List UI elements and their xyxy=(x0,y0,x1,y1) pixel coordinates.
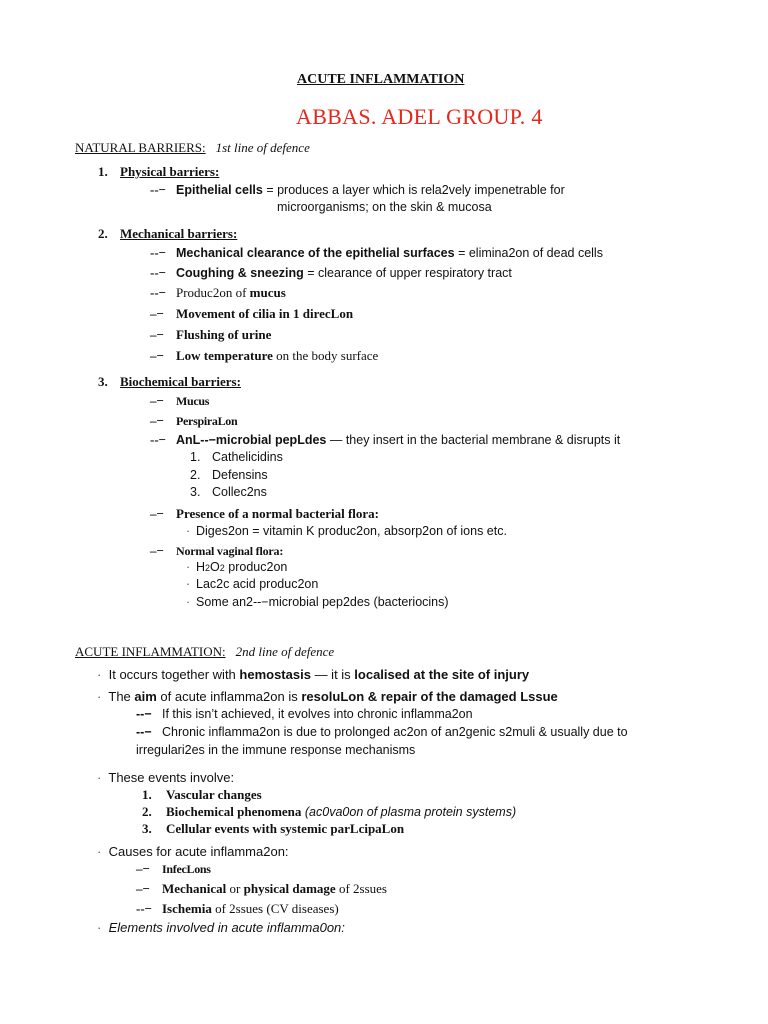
flora-label: Presence of a normal bacterial flora: xyxy=(176,506,379,521)
p1-mid: — it is xyxy=(310,667,355,682)
biochemical-item-antimicrobial xyxy=(150,432,620,448)
p5-text: Elements involved in acute inflamma0on: xyxy=(105,920,345,935)
peptide-item xyxy=(190,450,283,464)
vaginal-sub-text: Some an2--−microbial pep2des (bacteriocins) xyxy=(196,595,449,609)
physical-item-rest: = produces a layer which is rela2vely impenetrable for xyxy=(262,183,565,197)
p2-bold2: resoluLon & repair of the damaged Lssue xyxy=(301,689,558,704)
mechanical-item-rest: = elimina2on of dead cells xyxy=(454,246,603,260)
peptide-num: 2. xyxy=(190,468,201,482)
mechanical-item-bold: Movement of cilia in 1 direcLon xyxy=(176,306,354,321)
biochemical-item-vaginal xyxy=(150,543,283,559)
dash-marker: --− xyxy=(150,265,167,280)
physical-num: 1. xyxy=(98,164,108,179)
p2-mid: of acute inflamma2on is xyxy=(156,689,302,704)
peptide-num: 3. xyxy=(190,485,201,499)
bullet-dot: · xyxy=(186,560,191,574)
biochemical-barriers-heading xyxy=(98,374,241,390)
dash-marker: –− xyxy=(136,861,150,876)
flora-sub-item xyxy=(186,524,507,538)
dash-marker: –− xyxy=(136,881,150,896)
mechanical-item xyxy=(150,265,512,281)
cause-bold: Mechanical xyxy=(162,881,227,896)
mechanical-item-bold: mucus xyxy=(249,285,286,300)
dash-marker: –− xyxy=(150,327,164,342)
mechanical-item xyxy=(150,327,271,343)
mechanical-item xyxy=(150,348,378,364)
document-title: ACUTE INFLAMMATION xyxy=(297,72,465,87)
dash-marker: --− xyxy=(136,725,152,739)
vaginal-sub-item xyxy=(186,595,449,609)
dash-marker: –− xyxy=(150,393,164,408)
mechanical-item xyxy=(150,306,353,322)
cause-mid: or xyxy=(226,881,244,896)
p1-bold1: hemostasis xyxy=(239,667,311,682)
acute-tag: 2nd line of defence xyxy=(235,644,335,659)
acute-paragraph-hemostasis xyxy=(97,667,529,682)
formula-h: H xyxy=(196,560,206,574)
biochemical-label: Biochemical barriers: xyxy=(120,374,241,389)
document-subtitle: ABBAS. ADEL GROUP. 4 xyxy=(296,104,543,129)
mechanical-item-bold: Coughing & sneezing xyxy=(176,266,304,280)
physical-item-bold: Epithelial cells xyxy=(176,183,263,197)
event-bold: Biochemical phenomena xyxy=(166,804,302,819)
mechanical-item-bold: Mechanical clearance of the epithelial surfaces xyxy=(176,246,455,260)
section-heading-natural xyxy=(75,140,310,156)
p3-text: These events involve: xyxy=(105,770,235,785)
dash-marker: –− xyxy=(150,348,164,363)
formula-sub: 2 xyxy=(219,563,225,573)
event-num: 1. xyxy=(142,787,152,802)
event-rest: (ac0va0on of plasma protein systems) xyxy=(301,805,517,819)
cause-bold: Ischemia xyxy=(162,901,212,916)
dash-marker: --− xyxy=(150,432,167,447)
antimicrobial-rest: — they insert in the bacterial membrane & disrupts it xyxy=(326,433,621,447)
p1-pre: It occurs together with xyxy=(105,667,240,682)
bullet-dot: · xyxy=(97,770,102,785)
p4-text: Causes for acute inflamma2on: xyxy=(105,844,289,859)
vaginal-sub-item xyxy=(186,560,287,574)
bullet-dot: · xyxy=(97,667,102,682)
physical-label: Physical barriers: xyxy=(120,164,220,179)
bullet-dot: · xyxy=(97,689,102,704)
peptide-item xyxy=(190,485,267,499)
bullet-dot: · xyxy=(186,595,191,609)
dash-marker: --− xyxy=(150,182,167,197)
event-bold: Cellular events with systemic parLcipaLon xyxy=(166,821,405,836)
mechanical-item-rest: = clearance of upper respiratory tract xyxy=(303,266,512,280)
mucus-label: Mucus xyxy=(176,394,210,408)
cause-item xyxy=(136,901,339,917)
physical-item-cont: microorganisms; on the skin & mucosa xyxy=(277,200,492,214)
peptide-text: Cathelicidins xyxy=(212,450,283,464)
biochemical-item-perspiration xyxy=(150,413,237,429)
aim-sub-item-cont: irregulari2es in the immune response mechanisms xyxy=(136,743,416,757)
p2-bold1: aim xyxy=(134,689,157,704)
peptide-text: Collec2ns xyxy=(212,485,267,499)
cause-item xyxy=(136,881,387,897)
event-item xyxy=(142,804,516,820)
natural-heading: NATURAL BARRIERS: xyxy=(75,140,206,155)
mechanical-barriers-heading xyxy=(98,226,237,242)
biochemical-item-flora xyxy=(150,506,379,522)
biochemical-num: 3. xyxy=(98,374,108,389)
aim-sub-item xyxy=(136,725,628,739)
event-num: 2. xyxy=(142,804,152,819)
event-bold: Vascular changes xyxy=(166,787,262,802)
aim-sub-text: If this isn’t achieved, it evolves into chronic inflamma2on xyxy=(162,707,473,721)
natural-tag: 1st line of defence xyxy=(215,140,310,155)
cause-rest: of 2ssues (CV diseases) xyxy=(211,901,339,916)
cause-item xyxy=(136,861,211,877)
p2-pre: The xyxy=(105,689,135,704)
flora-sub-text: Diges2on = vitamin K produc2on, absorp2on of ions etc. xyxy=(196,524,507,538)
mechanical-item xyxy=(150,245,603,261)
event-item xyxy=(142,821,404,837)
antimicrobial-bold: AnL--−microbial pepLdes xyxy=(176,433,327,447)
acute-paragraph-causes xyxy=(97,844,289,859)
mechanical-label: Mechanical barriers: xyxy=(120,226,238,241)
physical-item xyxy=(150,182,565,198)
section-heading-acute xyxy=(75,644,334,660)
bullet-dot: · xyxy=(97,844,102,859)
dash-marker: –− xyxy=(150,413,164,428)
vaginal-label: Normal vaginal flora: xyxy=(176,544,284,558)
perspiration-label: PerspiraLon xyxy=(176,414,238,428)
vaginal-sub-item xyxy=(186,577,318,591)
mechanical-num: 2. xyxy=(98,226,108,241)
dash-marker: --− xyxy=(150,245,167,260)
mechanical-item-bold: Low temperature xyxy=(176,348,273,363)
peptide-text: Defensins xyxy=(212,468,268,482)
event-item xyxy=(142,787,262,803)
bullet-dot: · xyxy=(97,920,102,935)
formula-o: O xyxy=(210,560,220,574)
acute-paragraph-aim xyxy=(97,689,558,704)
vaginal-sub-text: produc2on xyxy=(224,560,288,574)
cause-bold: InfecLons xyxy=(162,862,211,876)
dash-marker: --− xyxy=(150,285,167,300)
peptide-num: 1. xyxy=(190,450,201,464)
cause-rest: of 2ssues xyxy=(335,881,387,896)
cause-bold2: physical damage xyxy=(243,881,336,896)
physical-barriers-heading xyxy=(98,164,219,180)
vaginal-sub-text: Lac2c acid produc2on xyxy=(196,577,319,591)
mechanical-item xyxy=(150,285,286,301)
dash-marker: --− xyxy=(136,901,153,916)
peptide-item xyxy=(190,468,268,482)
biochemical-item-mucus xyxy=(150,393,209,409)
acute-heading: ACUTE INFLAMMATION: xyxy=(75,644,226,659)
mechanical-item-bold: Flushing of urine xyxy=(176,327,272,342)
formula-sub: 2 xyxy=(205,563,211,573)
acute-paragraph-elements xyxy=(97,920,345,935)
bullet-dot: · xyxy=(186,577,191,591)
event-num: 3. xyxy=(142,821,152,836)
acute-paragraph-events xyxy=(97,770,234,785)
dash-marker: –− xyxy=(150,506,164,521)
mechanical-item-rest: on the body surface xyxy=(272,348,379,363)
p1-bold2: localised at the site of injury xyxy=(354,667,530,682)
dash-marker: --− xyxy=(136,707,152,721)
dash-marker: –− xyxy=(150,543,164,558)
aim-sub-item xyxy=(136,707,473,721)
mechanical-item-pre: Produc2on of xyxy=(176,285,250,300)
aim-sub-text: Chronic inflamma2on is due to prolonged ac2on of an2genic s2muli & usually due to xyxy=(162,725,628,739)
bullet-dot: · xyxy=(186,524,191,538)
dash-marker: –− xyxy=(150,306,164,321)
